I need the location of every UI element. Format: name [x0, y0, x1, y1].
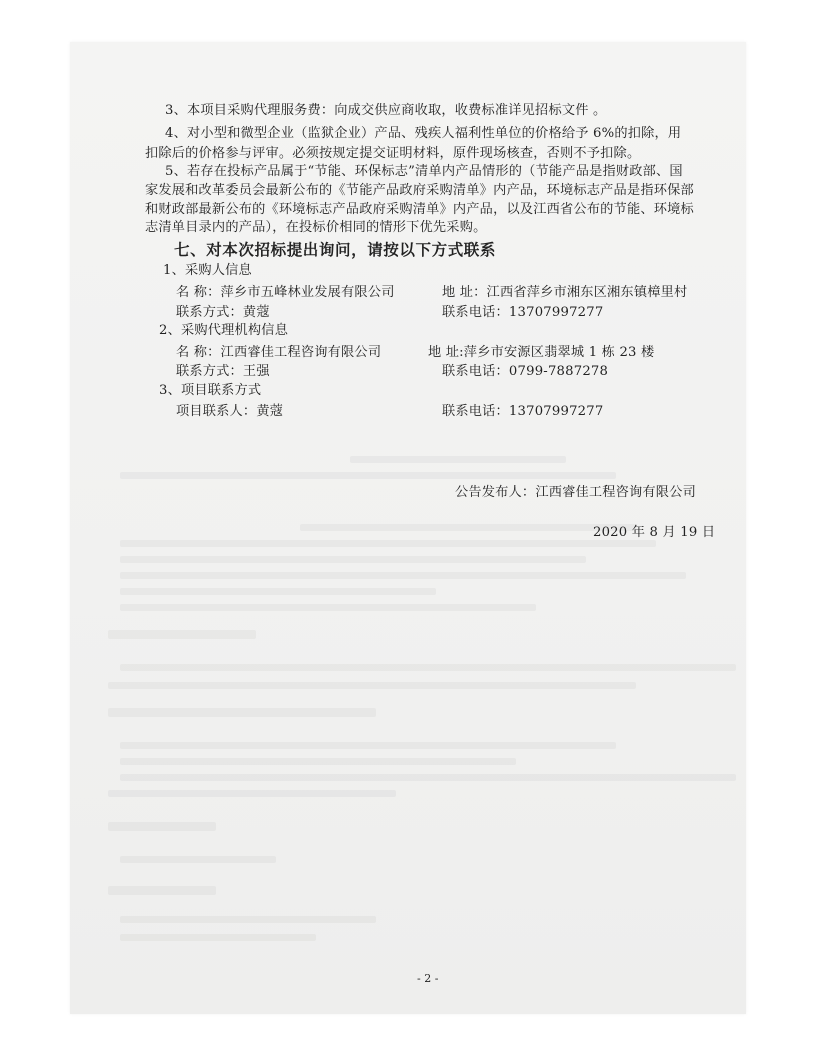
paragraph-4-line-1: 4、对小型和微型企业（监狱企业）产品、残疾人福利性单位的价格给予 6%的扣除，用: [165, 126, 682, 141]
paragraph-5-line-4: 志清单目录内的产品），在投标价相同的情形下优先采购。: [145, 220, 487, 235]
section-heading: 七、对本次招标提出询问，请按以下方式联系: [174, 241, 497, 259]
project-contact-person: 项目联系人：黄蔻: [176, 404, 284, 419]
project-contact-phone: 联系电话：13707997277: [442, 404, 604, 419]
agency-address: 地 址:萍乡市安源区翡翠城 1 栋 23 楼: [428, 345, 655, 360]
agency-phone: 联系电话：0799-7887278: [442, 364, 609, 379]
purchaser-phone: 联系电话：13707997277: [442, 305, 604, 320]
paragraph-5-line-2: 家发展和改革委员会最新公布的《节能产品政府采购清单》内产品，环境标志产品是指环保部: [145, 183, 694, 198]
agency-title: 2、采购代理机构信息: [159, 323, 289, 338]
project-contact-title: 3、项目联系方式: [159, 383, 262, 398]
paragraph-3: 3、本项目采购代理服务费：向成交供应商收取，收费标准详见招标文件 。: [165, 103, 607, 118]
agency-contact: 联系方式：王强: [176, 364, 270, 379]
paragraph-5-line-3: 和财政部最新公布的《环境标志产品政府采购清单》内产品，以及江西省公布的节能、环境标: [145, 202, 694, 217]
paragraph-4-line-2: 扣除后的价格参与评审。必须按规定提交证明材料，原件现场核查，否则不予扣除。: [145, 146, 641, 161]
purchaser-title: 1、采购人信息: [163, 263, 252, 278]
purchaser-contact: 联系方式：黄蔻: [176, 305, 270, 320]
paragraph-5-line-1: 5、若存在投标产品属于“节能、环保标志”清单内产品情形的（节能产品是指财政部、国: [165, 164, 683, 179]
agency-name: 名 称：江西睿佳工程咨询有限公司: [176, 345, 382, 360]
purchaser-name: 名 称：萍乡市五峰林业发展有限公司: [176, 285, 395, 300]
publisher: 公告发布人：江西睿佳工程咨询有限公司: [455, 485, 696, 500]
page-number: - 2 -: [417, 972, 439, 985]
purchaser-address: 地 址：江西省萍乡市湘东区湘东镇樟里村: [442, 285, 688, 300]
publish-date: 2020 年 8 月 19 日: [593, 525, 716, 540]
